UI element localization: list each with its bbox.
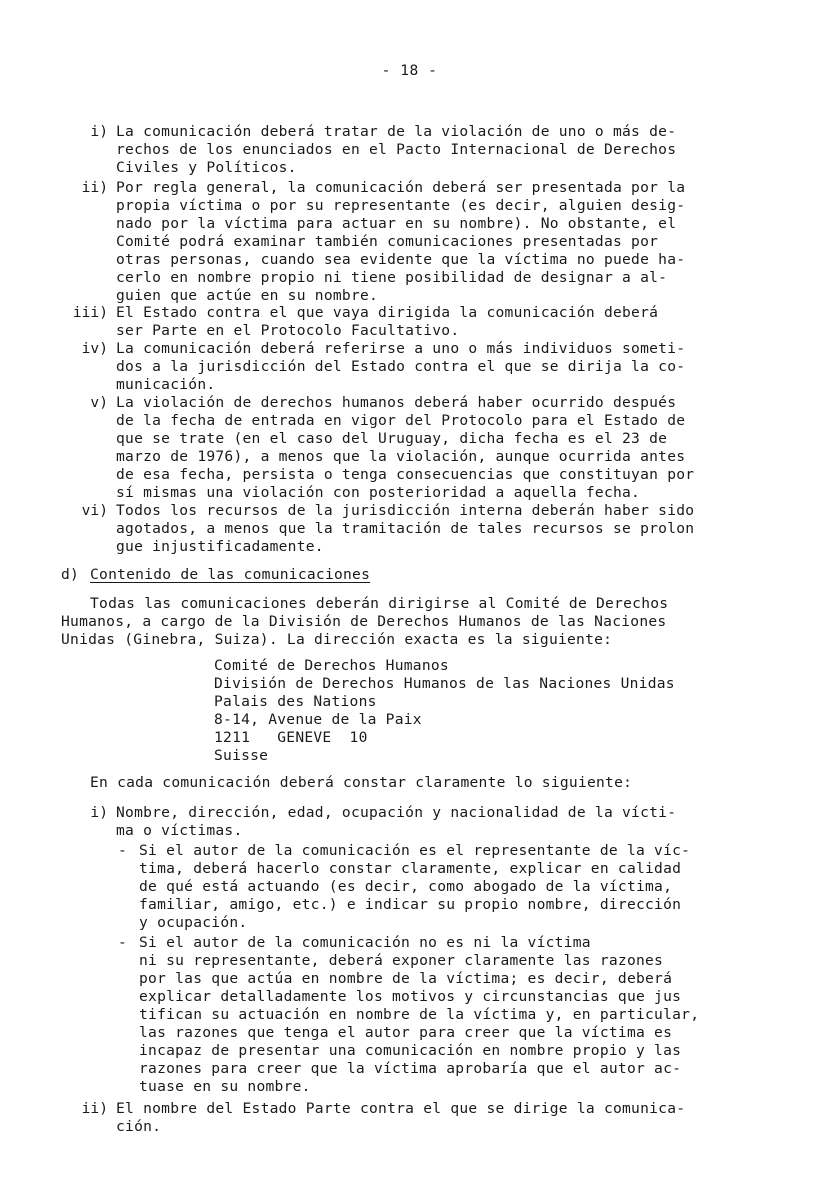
condition-line: La comunicación deberá referirse a uno o más individuos someti- <box>116 340 686 357</box>
bullet-line: tifican su actuación en nombre de la víctima y, en particular, <box>139 1006 700 1023</box>
bullet-line: tima, deberá hacerlo constar claramente, explicar en calidad <box>139 860 682 877</box>
condition-line: Todos los recursos de la jurisdicción interna deberán haber sido <box>116 502 695 519</box>
condition-line: que se trate (en el caso del Uruguay, dicha fecha es el 23 de <box>116 430 668 447</box>
bullet-dash: - <box>118 934 128 951</box>
condition-line: guien que actúe en su nombre. <box>116 287 379 304</box>
bullet-line: de qué está actuando (es decir, como abogado de la víctima, <box>139 878 673 895</box>
condition-line: El Estado contra el que vaya dirigida la comunicación deberá <box>116 304 659 321</box>
condition-line: de esa fecha, persista o tenga consecuencias que constituyan por <box>116 466 695 483</box>
address-line: Palais des Nations <box>214 693 377 710</box>
address-line: 8-14, Avenue de la Paix <box>214 711 422 728</box>
bullet-line: Si el autor de la comunicación es el representante de la víc- <box>139 842 691 859</box>
item-line: ma o víctimas. <box>116 822 243 839</box>
condition-line: otras personas, cuando sea evidente que la víctima no puede ha- <box>116 251 686 268</box>
intro-line: Humanos, a cargo de la División de Derechos Humanos de las Naciones <box>61 613 667 630</box>
condition-marker: v) <box>90 394 108 411</box>
bullet-dash: - <box>118 842 128 859</box>
condition-line: propia víctima o por su representante (es decir, alguien desig- <box>116 197 686 214</box>
condition-marker: ii) <box>81 179 108 196</box>
bullet-line: y ocupación. <box>139 914 248 931</box>
section-marker: d) <box>61 566 80 583</box>
condition-line: cerlo en nombre propio ni tiene posibilidad de designar a al- <box>116 269 668 286</box>
address-line: Suisse <box>214 747 269 764</box>
condition-line: rechos de los enunciados en el Pacto Internacional de Derechos <box>116 141 677 158</box>
condition-line: gue injustificadamente. <box>116 538 324 555</box>
condition-line: Comité podrá examinar también comunicaciones presentadas por <box>116 233 659 250</box>
page-number: - 18 - <box>381 62 438 79</box>
item-marker: i) <box>90 804 108 821</box>
requirement-intro: En cada comunicación deberá constar claramente lo siguiente: <box>90 774 633 791</box>
condition-line: municación. <box>116 376 216 393</box>
condition-line: La comunicación deberá tratar de la violación de uno o más de- <box>116 123 677 140</box>
condition-line: agotados, a menos que la tramitación de tales recursos se prolon <box>116 520 695 537</box>
condition-line: ser Parte en el Protocolo Facultativo. <box>116 322 460 339</box>
bullet-line: familiar, amigo, etc.) e indicar su propio nombre, dirección <box>139 896 682 913</box>
item-line: Nombre, dirección, edad, ocupación y nacionalidad de la vícti- <box>116 804 677 821</box>
item-line: El nombre del Estado Parte contra el que se dirige la comunica- <box>116 1100 686 1117</box>
condition-line: sí mismas una violación con posterioridad a aquella fecha. <box>116 484 641 501</box>
bullet-line: por las que actúa en nombre de la víctima; es decir, deberá <box>139 970 673 987</box>
condition-marker: vi) <box>81 502 108 519</box>
bullet-line: las razones que tenga el autor para creer que la víctima es <box>139 1024 673 1041</box>
bullet-line: tuase en su nombre. <box>139 1078 311 1095</box>
address-line: División de Derechos Humanos de las Naciones Unidas <box>214 675 675 692</box>
condition-line: dos a la jurisdicción del Estado contra el que se dirija la co- <box>116 358 686 375</box>
condition-line: nado por la víctima para actuar en su nombre). No obstante, el <box>116 215 677 232</box>
condition-line: La violación de derechos humanos deberá haber ocurrido después <box>116 394 677 411</box>
condition-marker: iv) <box>81 340 108 357</box>
address-line: 1211 GENEVE 10 <box>214 729 368 746</box>
condition-line: marzo de 1976), a menos que la violación, aunque ocurrida antes <box>116 448 686 465</box>
condition-line: de la fecha de entrada en vigor del Protocolo para el Estado de <box>116 412 686 429</box>
intro-line: Todas las comunicaciones deberán dirigirse al Comité de Derechos <box>90 595 669 612</box>
bullet-line: ni su representante, deberá exponer claramente las razones <box>139 952 664 969</box>
address-line: Comité de Derechos Humanos <box>214 657 449 674</box>
condition-line: Civiles y Políticos. <box>116 159 297 176</box>
condition-marker: i) <box>90 123 108 140</box>
item-marker: ii) <box>81 1100 108 1117</box>
bullet-line: incapaz de presentar una comunicación en nombre propio y las <box>139 1042 682 1059</box>
bullet-line: razones para creer que la víctima aprobaría que el autor ac- <box>139 1060 682 1077</box>
section-heading: Contenido de las comunicaciones <box>90 566 371 583</box>
condition-line: Por regla general, la comunicación deberá ser presentada por la <box>116 179 686 196</box>
item-line: ción. <box>116 1118 162 1135</box>
bullet-line: explicar detalladamente los motivos y circunstancias que jus <box>139 988 682 1005</box>
bullet-line: Si el autor de la comunicación no es ni la víctima <box>139 934 591 951</box>
intro-line: Unidas (Ginebra, Suiza). La dirección exacta es la siguiente: <box>61 631 613 648</box>
condition-marker: iii) <box>72 304 108 321</box>
